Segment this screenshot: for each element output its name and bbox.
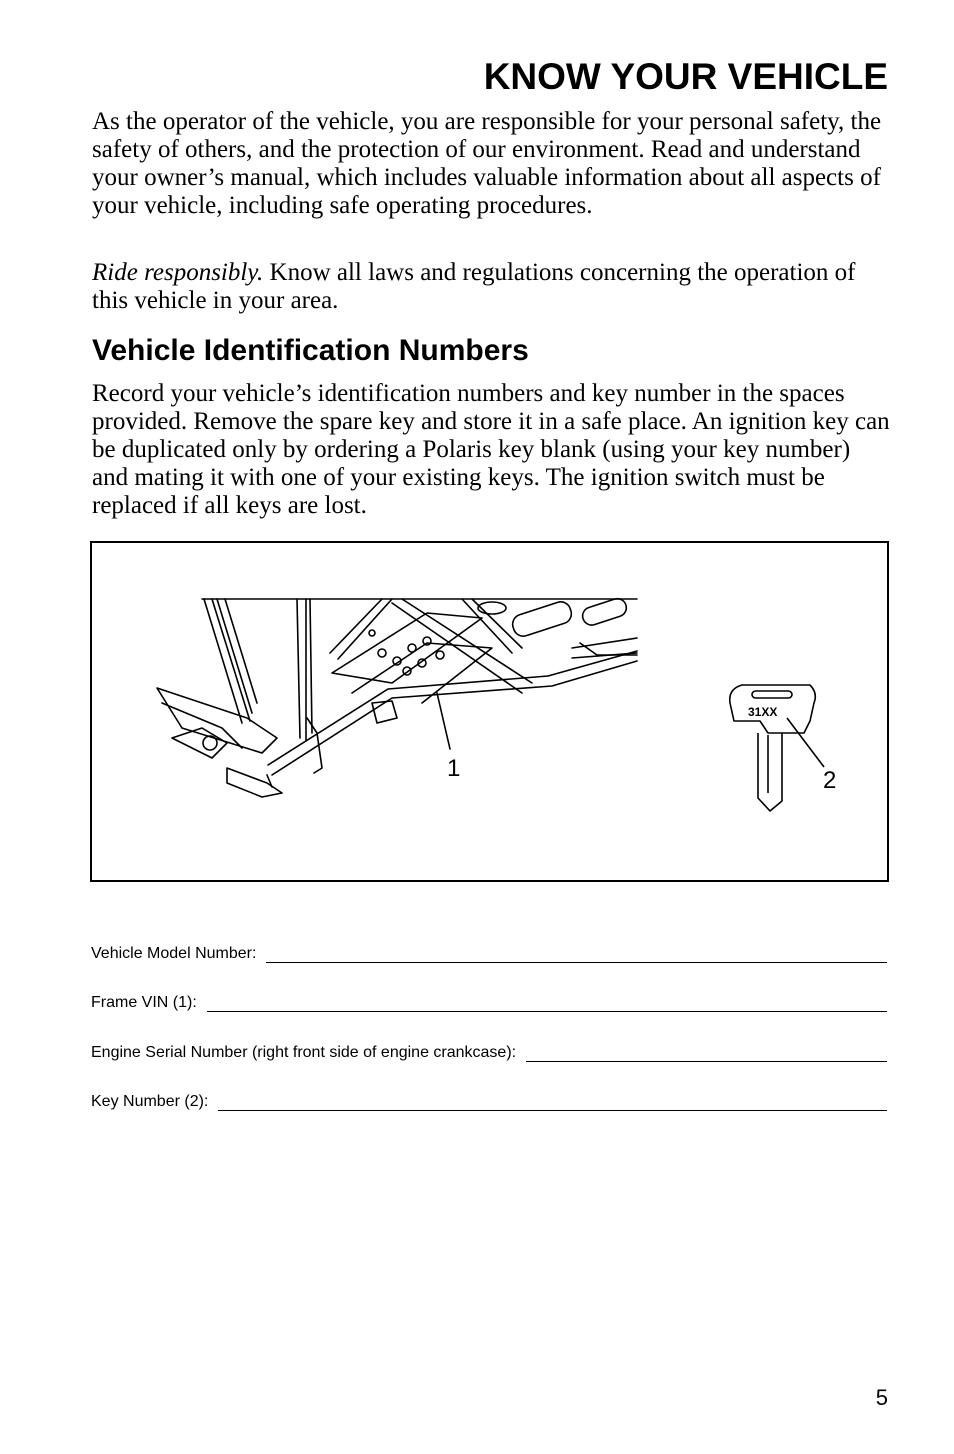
ride-responsibly-emphasis: Ride responsibly. xyxy=(92,259,264,286)
page-title: KNOW YOUR VEHICLE xyxy=(483,56,888,97)
intro-paragraph: As the operator of the vehicle, you are responsible for your personal safety, the safety of others, and the protection of our environment. Read and understand your owner’s manual, which includes valuable information about all aspects of your vehicle, including safe operating procedures. xyxy=(92,108,882,219)
vehicle-frame-figure xyxy=(90,541,889,882)
section-heading: Vehicle Identification Numbers xyxy=(92,334,529,367)
callout-2-label: 2 xyxy=(823,767,837,794)
key-number-field xyxy=(91,1093,887,1111)
engine-serial-number-field xyxy=(91,1044,887,1062)
callout-1-label: 1 xyxy=(447,755,461,782)
key-number-blank xyxy=(218,1094,887,1111)
engine-serial-number-blank xyxy=(526,1045,887,1062)
vehicle-model-number-field xyxy=(91,945,887,963)
frame-vin-blank xyxy=(207,995,887,1012)
page-number: 5 xyxy=(875,1385,888,1410)
frame-vin-label: Frame VIN (1): xyxy=(91,994,197,1011)
vehicle-model-number-blank xyxy=(266,946,887,963)
ride-responsibly-text: Know all laws and regulations concerning the operation of this vehicle in your area. xyxy=(92,259,856,314)
frame-vin-field xyxy=(91,994,887,1012)
key-number-label: Key Number (2): xyxy=(91,1093,209,1110)
ride-responsibly-paragraph xyxy=(92,259,892,315)
key-code-label: 31XX xyxy=(748,705,778,719)
vin-paragraph: Record your vehicle’s identification numbers and key number in the spaces provided. Remove the spare key and store it in a safe place. An ignition key can be duplicated only by ordering a Polaris key blank (using your key number) and mating it with one of your existing keys. The ignition switch must be replaced if all keys are lost. xyxy=(92,380,890,519)
engine-serial-number-label: Engine Serial Number (right front side of engine crankcase): xyxy=(91,1044,517,1061)
vehicle-model-number-label: Vehicle Model Number: xyxy=(91,945,257,962)
